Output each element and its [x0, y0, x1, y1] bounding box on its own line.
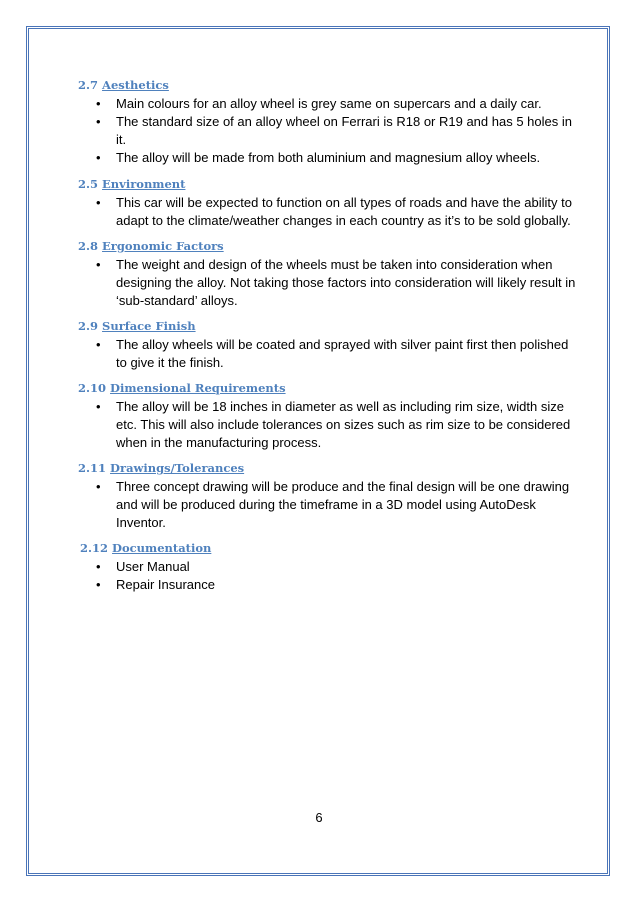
section-documentation — [78, 540, 578, 594]
section-title: Surface Finish — [102, 319, 196, 333]
section-number: 2.9 — [78, 319, 99, 333]
section-number: 2.11 — [78, 461, 107, 475]
list-item: • The weight and design of the wheels must be taken into consideration when designing the alloy. Not taking those factors into consideration will likely result in ‘sub-standard’ alloys. — [78, 256, 578, 310]
section-heading — [78, 380, 578, 396]
bullet-list — [78, 95, 578, 167]
section-number: 2.7 — [78, 78, 99, 92]
section-title: Drawings/Tolerances — [110, 461, 245, 475]
bullet-list — [78, 194, 578, 230]
list-item: • Three concept drawing will be produce and the final design will be one drawing and will be produced during the timeframe in a 3D model using AutoDesk Inventor. — [78, 478, 578, 532]
list-item: • Repair Insurance — [78, 576, 578, 594]
document-body — [78, 77, 578, 594]
section-dimensional-requirements — [78, 380, 578, 452]
page-number: 6 — [315, 810, 323, 825]
bullet-list — [78, 478, 578, 532]
list-item: • This car will be expected to function on all types of roads and have the ability to adapt to the climate/weather changes in each country as it’s to be sold globally. — [78, 194, 578, 230]
section-title: Ergonomic Factors — [102, 239, 224, 253]
bullet-list — [78, 398, 578, 452]
list-item: • User Manual — [78, 558, 578, 576]
section-title: Environment — [102, 177, 186, 191]
section-number: 2.10 — [78, 381, 107, 395]
section-number: 2.8 — [78, 239, 99, 253]
section-number: 2.12 — [80, 541, 109, 555]
section-number: 2.5 — [78, 177, 99, 191]
list-item: • Main colours for an alloy wheel is grey same on supercars and a daily car. — [78, 95, 578, 113]
section-environment — [78, 176, 578, 230]
section-title: Dimensional Requirements — [110, 381, 286, 395]
section-heading — [78, 77, 578, 93]
section-drawings-tolerances — [78, 460, 578, 532]
section-heading — [78, 540, 578, 556]
list-item: • The standard size of an alloy wheel on Ferrari is R18 or R19 and has 5 holes in it. — [78, 113, 578, 149]
section-heading — [78, 238, 578, 254]
section-ergonomic-factors — [78, 238, 578, 310]
bullet-list — [78, 558, 578, 594]
section-title: Documentation — [112, 541, 212, 555]
section-surface-finish — [78, 318, 578, 372]
bullet-list — [78, 256, 578, 310]
list-item: • The alloy will be made from both aluminium and magnesium alloy wheels. — [78, 149, 578, 167]
bullet-list — [78, 336, 578, 372]
list-item: • The alloy wheels will be coated and sprayed with silver paint first then polished to give it the finish. — [78, 336, 578, 372]
section-aesthetics — [78, 77, 578, 167]
section-heading — [78, 460, 578, 476]
list-item: • The alloy will be 18 inches in diameter as well as including rim size, width size etc. This will also include tolerances on sizes such as rim size to be considered when in the manufacturing process. — [78, 398, 578, 452]
section-heading — [78, 176, 578, 192]
section-title: Aesthetics — [102, 78, 169, 92]
section-heading — [78, 318, 578, 334]
